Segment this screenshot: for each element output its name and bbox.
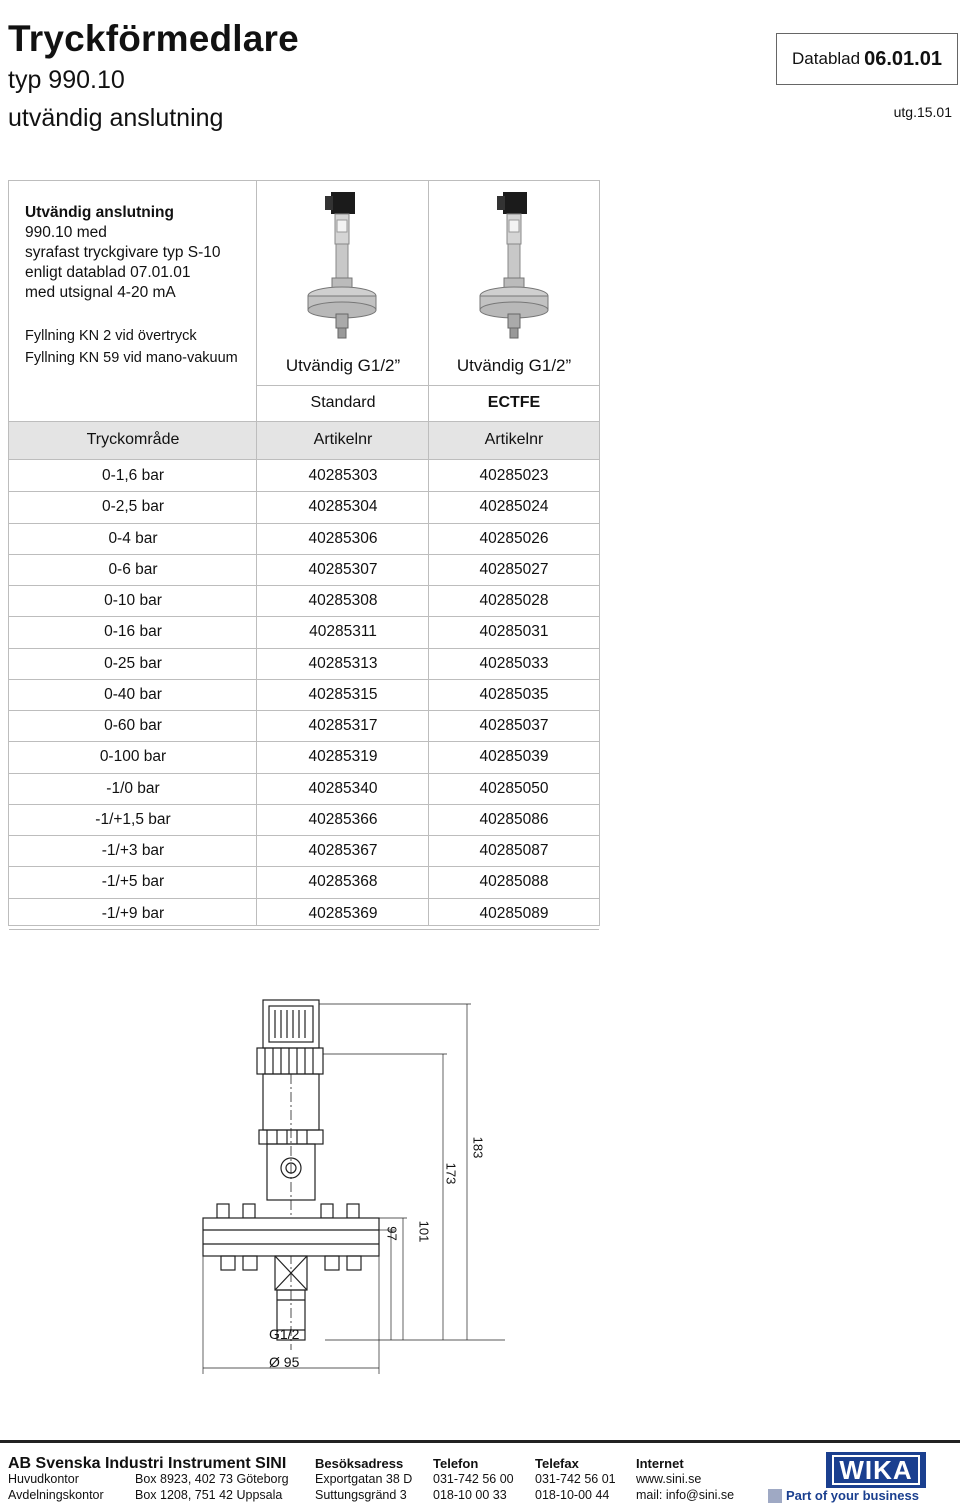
footer-postal: Box 1208, 751 42 Uppsala (135, 1488, 283, 1502)
transmitter-image (287, 186, 397, 346)
col-range-header: Tryckområde (86, 431, 180, 448)
intro-line: med utsignal 4-20 mA (25, 284, 176, 301)
artikelnr-ectfe-cell: 40285027 (479, 560, 549, 578)
footer-postal: Box 8923, 402 73 Göteborg (135, 1472, 289, 1486)
pressure-range-cell: -1/+3 bar (101, 842, 165, 859)
artikelnr-standard-cell: 40285367 (308, 842, 378, 859)
footer-header-fax: Telefax (535, 1456, 579, 1471)
artikelnr-standard-cell: 40285369 (308, 904, 378, 922)
col-connection-ectfe: Utvändig G1/2” (456, 356, 572, 375)
pressure-range-cell: 0-1,6 bar (101, 467, 165, 484)
footer-divider (0, 1440, 960, 1443)
tagline: Part of your business (786, 1488, 919, 1503)
pressure-range-cell: -1/+9 bar (101, 904, 165, 922)
product-image-ectfe (459, 186, 569, 346)
footer-fax: 018-10-00 44 (535, 1488, 610, 1502)
datablad-label: Datablad (792, 49, 861, 68)
artikelnr-standard-cell: 40285311 (309, 623, 377, 641)
col-material-standard: Standard (310, 394, 376, 411)
pressure-range-cell: 0-6 bar (108, 560, 158, 578)
pressure-range-cell: -1/+1,5 bar (95, 810, 171, 828)
intro-line: 990.10 med (25, 224, 107, 241)
datablad-number: 06.01.01 (864, 47, 942, 70)
footer-fax: 031-742 56 01 (535, 1472, 616, 1486)
wika-logo (826, 1452, 926, 1488)
artikelnr-ectfe-cell: 40285023 (479, 467, 549, 484)
artikelnr-standard-cell: 40285307 (308, 560, 378, 578)
artikelnr-ectfe-cell: 40285086 (479, 810, 549, 828)
pressure-range-cell: -1/+5 bar (101, 873, 165, 891)
page-subtitle-type: typ 990.10 (8, 66, 125, 94)
pressure-range-cell: 0-2,5 bar (101, 498, 165, 516)
dimension-101: 101 (416, 1220, 432, 1243)
artikelnr-ectfe-cell: 40285039 (479, 748, 549, 766)
pressure-range-cell: -1/0 bar (106, 779, 160, 797)
footer-phone: 018-10 00 33 (433, 1488, 507, 1502)
artikelnr-standard-cell: 40285306 (308, 529, 378, 547)
transmitter-image (459, 186, 569, 346)
filling-kn2: Fyllning KN 2 vid övertryck (25, 328, 197, 344)
tagline-icon (768, 1489, 782, 1503)
artikelnr-ectfe-cell: 40285026 (479, 529, 549, 547)
artikelnr-standard-cell: 40285304 (308, 498, 378, 516)
datablad-box (776, 33, 958, 85)
col-artikel-standard: Artikelnr (313, 431, 373, 448)
intro-line: syrafast tryckgivare typ S-10 (25, 244, 221, 261)
footer-header-phone: Telefon (433, 1456, 479, 1471)
col-connection-standard: Utvändig G1/2” (285, 356, 401, 375)
artikelnr-ectfe-cell: 40285037 (479, 717, 549, 734)
pressure-range-cell: 0-4 bar (108, 529, 158, 547)
pressure-range-cell: 0-100 bar (99, 748, 167, 766)
artikelnr-standard-cell: 40285368 (308, 873, 378, 891)
product-image-standard (287, 186, 397, 346)
artikelnr-standard-cell: 40285308 (308, 592, 378, 609)
company-name: AB Svenska Industri Instrument SINI (8, 1455, 287, 1472)
col-artikel-ectfe: Artikelnr (484, 431, 544, 448)
edition-label: utg.15.01 (893, 104, 952, 120)
artikelnr-ectfe-cell: 40285028 (479, 592, 549, 609)
pressure-range-cell: 0-10 bar (104, 592, 162, 609)
artikelnr-standard-cell: 40285340 (308, 779, 378, 797)
artikelnr-ectfe-cell: 40285031 (479, 623, 549, 641)
footer-office-type: Avdelningskontor (8, 1488, 104, 1502)
thread-label: G1/2 (269, 1326, 300, 1342)
artikelnr-ectfe-cell: 40285088 (479, 873, 549, 891)
artikelnr-standard-cell: 40285303 (308, 467, 378, 484)
footer-phone: 031-742 56 00 (433, 1472, 514, 1486)
page-subtitle-connection: utvändig anslutning (8, 104, 224, 132)
dimension-173: 173 (443, 1162, 459, 1185)
artikelnr-ectfe-cell: 40285050 (479, 779, 549, 797)
artikelnr-standard-cell: 40285313 (308, 654, 378, 672)
artikelnr-ectfe-cell: 40285087 (479, 842, 549, 859)
product-table (8, 180, 600, 926)
artikelnr-standard-cell: 40285315 (308, 685, 378, 703)
footer-email-link[interactable]: mail: info@sini.se (636, 1488, 735, 1502)
footer-visit-address: Suttungsgränd 3 (315, 1488, 407, 1502)
footer-header-address: Besöksadress (315, 1456, 404, 1471)
page-title: Tryckförmedlare (8, 18, 299, 59)
dimension-183: 183 (470, 1136, 486, 1159)
dimension-97: 97 (384, 1226, 400, 1241)
artikelnr-standard-cell: 40285366 (308, 810, 378, 828)
footer-office-type: Huvudkontor (8, 1472, 79, 1486)
diameter-label: Ø 95 (269, 1354, 300, 1370)
pressure-range-cell: 0-25 bar (104, 654, 162, 672)
filling-kn59: Fyllning KN 59 vid mano-vakuum (25, 350, 238, 366)
intro-heading: Utvändig anslutning (25, 204, 174, 221)
artikelnr-standard-cell: 40285317 (308, 717, 378, 734)
pressure-range-cell: 0-40 bar (104, 685, 162, 703)
artikelnr-ectfe-cell: 40285024 (479, 498, 549, 516)
artikelnr-ectfe-cell: 40285033 (479, 654, 549, 672)
dimension-drawing (195, 990, 505, 1385)
footer-header-internet: Internet (636, 1456, 684, 1471)
intro-line: enligt datablad 07.01.01 (25, 264, 191, 281)
row-divider (9, 929, 599, 930)
artikelnr-ectfe-cell: 40285035 (479, 685, 549, 703)
footer-visit-address: Exportgatan 38 D (315, 1472, 413, 1486)
artikelnr-ectfe-cell: 40285089 (479, 904, 549, 922)
pressure-range-cell: 0-60 bar (104, 717, 162, 734)
wika-logo-text: WIKA (832, 1455, 919, 1485)
col-material-ectfe: ECTFE (487, 394, 541, 411)
footer-website-link[interactable]: www.sini.se (636, 1472, 702, 1486)
artikelnr-standard-cell: 40285319 (308, 748, 378, 766)
pressure-range-cell: 0-16 bar (104, 623, 162, 641)
